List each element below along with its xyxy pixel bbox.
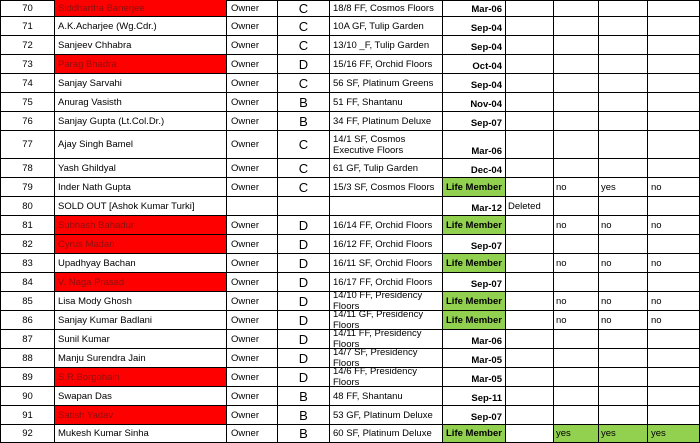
table-row [0, 235, 700, 254]
category-cell[interactable]: C [278, 17, 330, 36]
member-name-cell[interactable]: Manju Surendra Jain [55, 349, 227, 368]
member-name-cell[interactable]: S.R.Borgohain [55, 368, 227, 387]
table-row [0, 74, 700, 93]
member-type-cell[interactable] [227, 197, 278, 216]
category-cell[interactable]: C [278, 74, 330, 93]
address-cell[interactable]: 14/10 FF, Presidency Floors [330, 292, 443, 311]
date-cell[interactable]: Sep-07 [443, 235, 506, 254]
row-number-cell[interactable]: 77 [0, 131, 55, 159]
status-cell-3[interactable]: no [648, 216, 700, 235]
row-number-cell[interactable]: 87 [0, 330, 55, 349]
status-cell-2[interactable] [599, 235, 648, 254]
category-cell[interactable] [278, 197, 330, 216]
address-cell[interactable]: 51 FF, Shantanu [330, 93, 443, 112]
address-cell[interactable]: 56 SF, Platinum Greens [330, 74, 443, 93]
row-number-cell[interactable]: 83 [0, 254, 55, 273]
row-number-cell[interactable]: 80 [0, 197, 55, 216]
category-cell[interactable]: D [278, 55, 330, 74]
note-cell[interactable] [506, 387, 554, 406]
date-cell[interactable]: Sep-11 [443, 387, 506, 406]
status-cell-1[interactable] [554, 197, 599, 216]
member-name-cell[interactable]: Sanjay Sarvahi [55, 74, 227, 93]
note-cell[interactable] [506, 254, 554, 273]
member-type-cell[interactable]: Owner [227, 311, 278, 330]
status-cell-1[interactable] [554, 55, 599, 74]
category-cell[interactable]: D [278, 368, 330, 387]
row-number-cell[interactable]: 84 [0, 273, 55, 292]
status-cell-1[interactable] [554, 17, 599, 36]
address-cell[interactable]: 14/11 GF, Presidency Floors [330, 311, 443, 330]
member-type-cell[interactable]: Owner [227, 17, 278, 36]
table-row [0, 0, 700, 17]
status-cell-3[interactable] [648, 273, 700, 292]
status-cell-3[interactable] [648, 112, 700, 131]
note-cell[interactable] [506, 425, 554, 443]
row-number-cell[interactable]: 73 [0, 55, 55, 74]
status-cell-1[interactable] [554, 235, 599, 254]
category-cell[interactable]: B [278, 406, 330, 425]
status-cell-2[interactable] [599, 273, 648, 292]
member-name-cell[interactable]: Siddhartha Banerjee [55, 0, 227, 17]
member-type-cell[interactable]: Owner [227, 93, 278, 112]
status-cell-1[interactable] [554, 406, 599, 425]
date-cell[interactable]: Oct-04 [443, 55, 506, 74]
status-cell-2[interactable] [599, 159, 648, 178]
address-cell[interactable]: 48 FF, Shantanu [330, 387, 443, 406]
row-number-cell[interactable]: 81 [0, 216, 55, 235]
note-cell[interactable] [506, 178, 554, 197]
member-type-cell[interactable]: Owner [227, 131, 278, 159]
date-cell[interactable]: Mar-06 [443, 131, 506, 159]
address-cell[interactable]: 61 GF, Tulip Garden [330, 159, 443, 178]
date-cell[interactable]: Life Member [443, 311, 506, 330]
row-number-cell[interactable]: 70 [0, 0, 55, 17]
category-cell[interactable]: D [278, 216, 330, 235]
address-cell[interactable]: 53 GF, Platinum Deluxe [330, 406, 443, 425]
status-cell-3[interactable]: no [648, 178, 700, 197]
table-row [0, 330, 700, 349]
status-cell-2[interactable]: no [599, 216, 648, 235]
date-cell[interactable]: Sep-07 [443, 112, 506, 131]
date-cell[interactable]: Sep-07 [443, 273, 506, 292]
category-cell[interactable]: B [278, 425, 330, 443]
status-cell-1[interactable]: no [554, 254, 599, 273]
status-cell-2[interactable] [599, 36, 648, 55]
address-cell[interactable]: 15/3 SF, Cosmos Floors [330, 178, 443, 197]
category-cell[interactable]: C [278, 0, 330, 17]
status-cell-3[interactable] [648, 0, 700, 17]
status-cell-3[interactable]: no [648, 292, 700, 311]
note-cell[interactable] [506, 0, 554, 17]
status-cell-2[interactable] [599, 330, 648, 349]
category-cell[interactable]: D [278, 330, 330, 349]
address-cell[interactable]: 14/11 FF, Presidency Floors [330, 330, 443, 349]
member-name-cell[interactable]: Anurag Vasisth [55, 93, 227, 112]
category-cell[interactable]: B [278, 112, 330, 131]
member-name-cell[interactable]: Sanjeev Chhabra [55, 36, 227, 55]
address-cell[interactable]: 10A GF, Tulip Garden [330, 17, 443, 36]
member-type-cell[interactable]: Owner [227, 159, 278, 178]
member-type-cell[interactable]: Owner [227, 0, 278, 17]
date-cell[interactable]: Mar-05 [443, 349, 506, 368]
note-cell[interactable] [506, 55, 554, 74]
status-cell-3[interactable] [648, 93, 700, 112]
category-cell[interactable]: D [278, 235, 330, 254]
member-type-cell[interactable]: Owner [227, 254, 278, 273]
table-row [0, 387, 700, 406]
member-type-cell[interactable]: Owner [227, 292, 278, 311]
row-number-cell[interactable]: 91 [0, 406, 55, 425]
row-number-cell[interactable]: 90 [0, 387, 55, 406]
status-cell-1[interactable] [554, 368, 599, 387]
member-name-cell[interactable]: A.K.Acharjee (Wg.Cdr.) [55, 17, 227, 36]
category-cell[interactable]: C [278, 159, 330, 178]
row-number-cell[interactable]: 74 [0, 74, 55, 93]
member-type-cell[interactable]: Owner [227, 406, 278, 425]
category-cell[interactable]: D [278, 311, 330, 330]
table-row [0, 406, 700, 425]
member-type-cell[interactable]: Owner [227, 273, 278, 292]
member-type-cell[interactable]: Owner [227, 74, 278, 93]
member-name-cell[interactable]: Yash Ghildyal [55, 159, 227, 178]
member-type-cell[interactable]: Owner [227, 349, 278, 368]
note-cell[interactable] [506, 131, 554, 159]
table-row [0, 216, 700, 235]
note-cell[interactable] [506, 17, 554, 36]
date-cell[interactable]: Dec-04 [443, 159, 506, 178]
status-cell-2[interactable] [599, 349, 648, 368]
row-number-cell[interactable]: 76 [0, 112, 55, 131]
status-cell-3[interactable]: no [648, 311, 700, 330]
note-cell[interactable]: Deleted [506, 197, 554, 216]
category-cell[interactable]: D [278, 292, 330, 311]
status-cell-1[interactable]: yes [554, 425, 599, 443]
member-name-cell[interactable]: SOLD OUT [Ashok Kumar Turki] [55, 197, 227, 216]
member-type-cell[interactable]: Owner [227, 368, 278, 387]
table-row [0, 311, 700, 330]
member-name-cell[interactable]: Ajay Singh Bamel [55, 131, 227, 159]
member-name-cell[interactable]: Parag Bhadra [55, 55, 227, 74]
address-cell[interactable]: 14/1 SF, Cosmos Executive Floors [330, 131, 443, 159]
status-cell-3[interactable] [648, 387, 700, 406]
note-cell[interactable] [506, 368, 554, 387]
category-cell[interactable]: B [278, 93, 330, 112]
member-name-cell[interactable]: Inder Nath Gupta [55, 178, 227, 197]
member-name-cell[interactable]: Sanjay Kumar Badlani [55, 311, 227, 330]
row-number-cell[interactable]: 92 [0, 425, 55, 443]
status-cell-3[interactable] [648, 131, 700, 159]
status-cell-3[interactable] [648, 368, 700, 387]
row-number-cell[interactable]: 85 [0, 292, 55, 311]
table-row [0, 36, 700, 55]
status-cell-2[interactable]: no [599, 254, 648, 273]
status-cell-3[interactable] [648, 36, 700, 55]
member-name-cell[interactable]: Cyrus Madan [55, 235, 227, 254]
status-cell-2[interactable]: yes [599, 425, 648, 443]
member-name-cell[interactable]: Satish Yadav [55, 406, 227, 425]
member-name-cell[interactable]: Sanjay Gupta (Lt.Col.Dr.) [55, 112, 227, 131]
note-cell[interactable] [506, 36, 554, 55]
category-cell[interactable]: C [278, 36, 330, 55]
address-cell[interactable]: 60 SF, Platinum Deluxe [330, 425, 443, 443]
table-row [0, 178, 700, 197]
table-row [0, 425, 700, 443]
address-cell[interactable]: 16/11 SF, Orchid Floors [330, 254, 443, 273]
status-cell-1[interactable] [554, 36, 599, 55]
member-type-cell[interactable]: Owner [227, 330, 278, 349]
status-cell-2[interactable] [599, 112, 648, 131]
member-name-cell[interactable]: Subhash Bahadur [55, 216, 227, 235]
table-row [0, 254, 700, 273]
status-cell-1[interactable]: no [554, 178, 599, 197]
status-cell-1[interactable] [554, 74, 599, 93]
date-cell[interactable]: Sep-07 [443, 406, 506, 425]
row-number-cell[interactable]: 75 [0, 93, 55, 112]
status-cell-3[interactable]: yes [648, 425, 700, 443]
member-name-cell[interactable]: Upadhyay Bachan [55, 254, 227, 273]
table-row [0, 93, 700, 112]
member-type-cell[interactable]: Owner [227, 36, 278, 55]
status-cell-1[interactable] [554, 273, 599, 292]
date-cell[interactable]: Nov-04 [443, 93, 506, 112]
status-cell-3[interactable] [648, 235, 700, 254]
status-cell-3[interactable]: no [648, 254, 700, 273]
note-cell[interactable] [506, 93, 554, 112]
note-cell[interactable] [506, 406, 554, 425]
date-cell[interactable]: Sep-04 [443, 17, 506, 36]
status-cell-1[interactable]: no [554, 311, 599, 330]
category-cell[interactable]: D [278, 349, 330, 368]
row-number-cell[interactable]: 89 [0, 368, 55, 387]
address-cell[interactable]: 16/14 FF, Orchid Floors [330, 216, 443, 235]
status-cell-1[interactable] [554, 112, 599, 131]
status-cell-1[interactable] [554, 387, 599, 406]
date-cell[interactable]: Mar-12 [443, 197, 506, 216]
row-number-cell[interactable]: 72 [0, 36, 55, 55]
address-cell[interactable]: 15/16 FF, Orchid Floors [330, 55, 443, 74]
date-cell[interactable]: Mar-06 [443, 0, 506, 17]
status-cell-1[interactable] [554, 330, 599, 349]
address-cell[interactable]: 14/7 SF, Presidency Floors [330, 349, 443, 368]
row-number-cell[interactable]: 78 [0, 159, 55, 178]
date-cell[interactable]: Life Member [443, 254, 506, 273]
address-cell[interactable] [330, 197, 443, 216]
table-row [0, 197, 700, 216]
member-type-cell[interactable]: Owner [227, 425, 278, 443]
note-cell[interactable] [506, 273, 554, 292]
status-cell-1[interactable] [554, 131, 599, 159]
note-cell[interactable] [506, 112, 554, 131]
status-cell-2[interactable]: yes [599, 178, 648, 197]
status-cell-3[interactable] [648, 197, 700, 216]
address-cell[interactable]: 16/17 FF, Orchid Floors [330, 273, 443, 292]
date-cell[interactable]: Sep-04 [443, 74, 506, 93]
status-cell-3[interactable] [648, 55, 700, 74]
note-cell[interactable] [506, 292, 554, 311]
address-cell[interactable]: 34 FF, Platinum Deluxe [330, 112, 443, 131]
status-cell-2[interactable] [599, 0, 648, 17]
address-cell[interactable]: 18/8 FF, Cosmos Floors [330, 0, 443, 17]
row-number-cell[interactable]: 88 [0, 349, 55, 368]
category-cell[interactable]: C [278, 131, 330, 159]
status-cell-3[interactable] [648, 159, 700, 178]
member-name-cell[interactable]: Sunil Kumar [55, 330, 227, 349]
table-row [0, 112, 700, 131]
category-cell[interactable]: C [278, 178, 330, 197]
table-row [0, 17, 700, 36]
category-cell[interactable]: D [278, 254, 330, 273]
table-row [0, 349, 700, 368]
status-cell-1[interactable] [554, 0, 599, 17]
note-cell[interactable] [506, 235, 554, 254]
address-cell[interactable]: 14/6 FF, Presidency Floors [330, 368, 443, 387]
table-row [0, 55, 700, 74]
member-type-cell[interactable]: Owner [227, 55, 278, 74]
date-cell[interactable]: Mar-05 [443, 368, 506, 387]
table-row [0, 368, 700, 387]
address-cell[interactable]: 16/12 FF, Orchid Floors [330, 235, 443, 254]
status-cell-1[interactable] [554, 349, 599, 368]
note-cell[interactable] [506, 349, 554, 368]
date-cell[interactable]: Life Member [443, 425, 506, 443]
status-cell-3[interactable] [648, 330, 700, 349]
date-cell[interactable]: Life Member [443, 292, 506, 311]
table-row [0, 273, 700, 292]
member-name-cell[interactable]: V. Naga Prasad [55, 273, 227, 292]
member-name-cell[interactable]: Mukesh Kumar Sinha [55, 425, 227, 443]
table-row [0, 159, 700, 178]
status-cell-2[interactable] [599, 17, 648, 36]
date-cell[interactable]: Life Member [443, 216, 506, 235]
status-cell-2[interactable] [599, 55, 648, 74]
status-cell-2[interactable] [599, 368, 648, 387]
note-cell[interactable] [506, 330, 554, 349]
category-cell[interactable]: D [278, 273, 330, 292]
row-number-cell[interactable]: 86 [0, 311, 55, 330]
row-number-cell[interactable]: 82 [0, 235, 55, 254]
member-type-cell[interactable]: Owner [227, 112, 278, 131]
status-cell-3[interactable] [648, 74, 700, 93]
table-row [0, 292, 700, 311]
date-cell[interactable]: Sep-04 [443, 36, 506, 55]
member-name-cell[interactable]: Lisa Mody Ghosh [55, 292, 227, 311]
status-cell-2[interactable] [599, 131, 648, 159]
member-type-cell[interactable]: Owner [227, 235, 278, 254]
date-cell[interactable]: Life Member [443, 178, 506, 197]
status-cell-2[interactable] [599, 387, 648, 406]
status-cell-2[interactable] [599, 74, 648, 93]
status-cell-1[interactable] [554, 159, 599, 178]
status-cell-2[interactable] [599, 93, 648, 112]
status-cell-2[interactable]: no [599, 292, 648, 311]
status-cell-3[interactable] [648, 349, 700, 368]
status-cell-2[interactable]: no [599, 311, 648, 330]
row-number-cell[interactable]: 71 [0, 17, 55, 36]
member-type-cell[interactable]: Owner [227, 178, 278, 197]
note-cell[interactable] [506, 159, 554, 178]
status-cell-3[interactable] [648, 406, 700, 425]
address-cell[interactable]: 13/10 _F, Tulip Garden [330, 36, 443, 55]
member-type-cell[interactable]: Owner [227, 216, 278, 235]
member-name-cell[interactable]: Swapan Das [55, 387, 227, 406]
table-row [0, 131, 700, 159]
status-cell-3[interactable] [648, 17, 700, 36]
status-cell-2[interactable] [599, 406, 648, 425]
date-cell[interactable]: Mar-06 [443, 330, 506, 349]
status-cell-2[interactable] [599, 197, 648, 216]
status-cell-1[interactable] [554, 93, 599, 112]
note-cell[interactable] [506, 311, 554, 330]
note-cell[interactable] [506, 216, 554, 235]
member-type-cell[interactable]: Owner [227, 387, 278, 406]
status-cell-1[interactable]: no [554, 216, 599, 235]
status-cell-1[interactable]: no [554, 292, 599, 311]
note-cell[interactable] [506, 74, 554, 93]
row-number-cell[interactable]: 79 [0, 178, 55, 197]
category-cell[interactable]: B [278, 387, 330, 406]
